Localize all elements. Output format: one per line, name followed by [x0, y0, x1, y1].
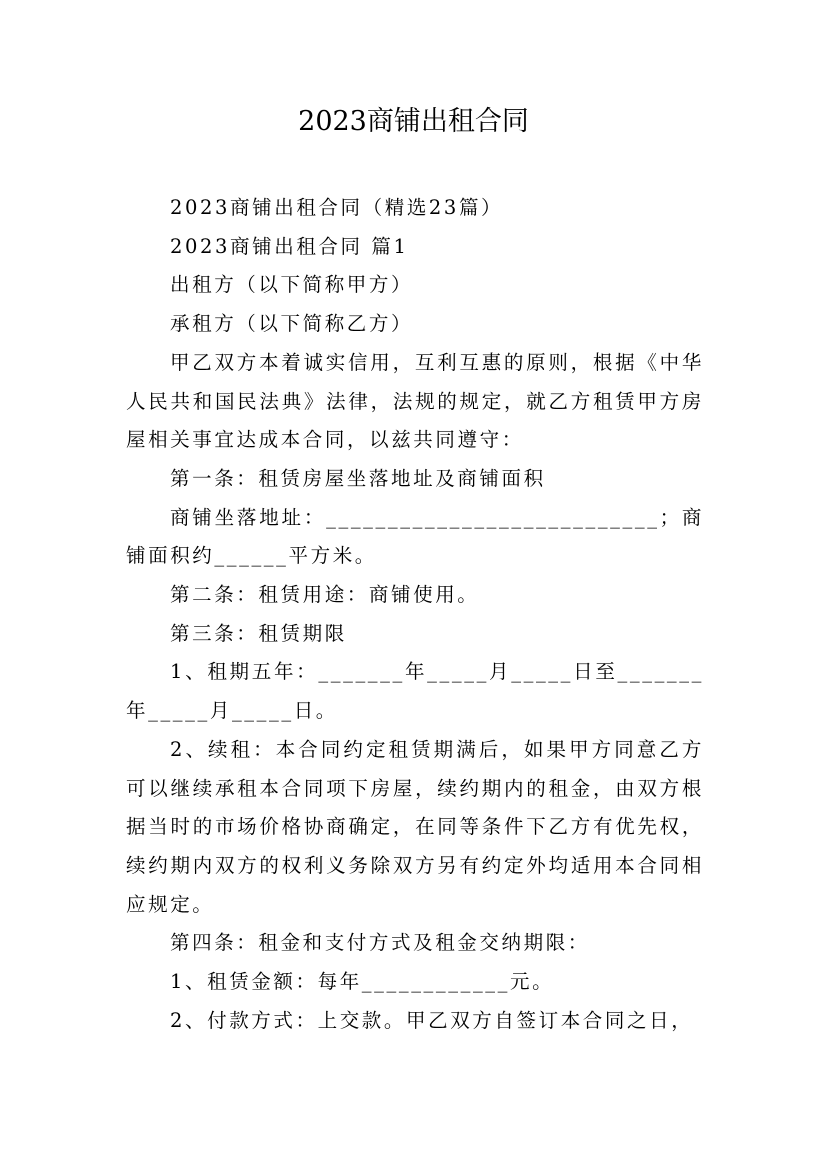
paragraph: 1、租赁金额：每年____________元。 — [170, 970, 555, 994]
paragraph: 第三条：租赁期限 — [170, 621, 347, 645]
paragraph: 商铺坐落地址：___________________________；商铺面积约______平方米。 — [126, 505, 704, 568]
paragraph: 第二条：租赁用途：商铺使用。 — [170, 583, 480, 607]
paragraph: 2、付款方式：上交款。甲乙双方自签订本合同之日， — [170, 1008, 694, 1032]
paragraph: 2、续租：本合同约定租赁期满后，如果甲方同意乙方可以继续承租本合同项下房屋，续约期内的租金，由双方根据当时的市场价格协商确定，在同等条件下乙方有优先权，续约期内双方的权利义务除双方另有约定外均适用本合同相应规定。 — [126, 737, 704, 916]
paragraph: 2023商铺出租合同 篇1 — [170, 234, 409, 258]
paragraph: 出租方（以下简称甲方） — [170, 273, 414, 297]
paragraph: 承租方（以下简称乙方） — [170, 312, 414, 336]
paragraph: 甲乙双方本着诚实信用，互利互惠的原则，根据《中华人民共和国民法典》法律，法规的规定，就乙方租赁甲方房屋相关事宜达成本合同，以兹共同遵守： — [126, 350, 704, 452]
document-body — [126, 189, 704, 1040]
document-title: 2023商铺出租合同 — [298, 106, 529, 137]
paragraph: 2023商铺出租合同（精选23篇） — [170, 196, 504, 219]
paragraph: 第四条：租金和支付方式及租金交纳期限： — [170, 931, 590, 955]
paragraph: 1、租期五年：_______年_____月_____日至_______年_____月_____日。 — [126, 660, 704, 723]
paragraph: 第一条：租赁房屋坐落地址及商铺面积 — [170, 466, 546, 490]
